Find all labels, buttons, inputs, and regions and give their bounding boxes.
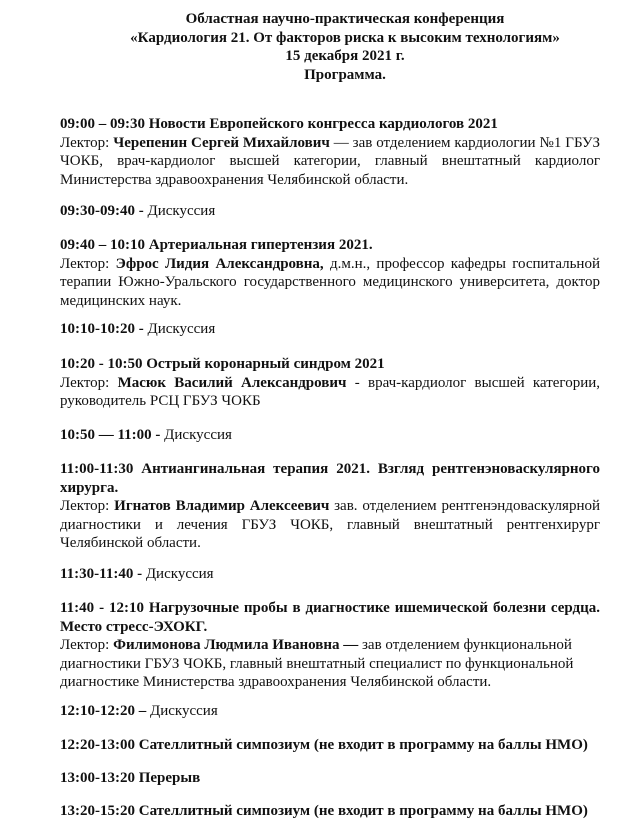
lecturer-desc: зав. отделением рентгенэндоваскулярной диагностики и лечения ГБУЗ ЧОКБ, главный внештатный рентгенхирург Челябинской области. — [60, 498, 600, 551]
discussion-label: Дискуссия — [145, 566, 214, 582]
discussion-time: 10:50 — 11:00 - — [60, 427, 165, 443]
lecturer-desc: зав отделением функциональной диагностики ГБУЗ ЧОКБ, главный внештатный специалист по функциональной диагностике Министерства здравоохранения Челябинской области. — [60, 637, 574, 690]
discussion-label: Дискуссия — [164, 427, 232, 443]
session-title: 10:20 - 10:50 Острый коронарный синдром 2021 — [60, 356, 385, 372]
lecturer-name: Игнатов Владимир Алексеевич — [114, 498, 330, 514]
discussion-3 — [60, 426, 600, 445]
conference-type: Областная научно-практическая конференция — [185, 11, 505, 27]
lecturer-name: Масюк Василий Александрович — [117, 374, 347, 391]
discussion-label: Дискуссия — [147, 321, 216, 337]
session-4 — [60, 460, 600, 553]
lecturer-name: Филимонова Людмила Ивановна — — [113, 637, 359, 653]
discussion-time: 11:30-11:40 - — [60, 566, 146, 582]
session-title: 09:40 – 10:10 Артериальная гипертензия 2021. — [60, 237, 373, 253]
discussion-1 — [60, 202, 600, 221]
lecturer-label: Лектор: — [60, 134, 114, 151]
session-2 — [60, 236, 600, 310]
session-3 — [60, 355, 600, 411]
lecturer-desc: - врач-кардиолог высшей категории, руководитель РСЦ ГБУЗ ЧОКБ — [60, 374, 601, 409]
conference-title: «Кардиология 21. От факторов риска к высоким технологиям» — [130, 29, 560, 46]
lecturer-desc: д.м.н., профессор кафедры госпитальной терапии Южно-Уральского государственного медицинского университета, доктор медицинских наук. — [60, 255, 600, 309]
lecturer-label: Лектор: — [60, 637, 114, 653]
conference-date: 15 декабря 2021 г. — [285, 48, 405, 64]
discussion-2 — [60, 320, 600, 339]
discussion-label: Дискуссия — [150, 703, 218, 719]
lecturer-desc: — зав отделением кардиологии №1 ГБУЗ ЧОКБ, врач-кардиолог высшей категории, главный внештатный кардиолог Министерства здравоохранения Челябинской области. — [60, 134, 600, 188]
program-heading: Программа. — [304, 66, 386, 83]
lecturer-label: Лектор: — [60, 255, 116, 272]
discussion-time: 10:10-10:20 - — [60, 321, 148, 337]
discussion-time: 09:30-09:40 - — [60, 203, 148, 219]
break: 13:00-13:20 Перерыв — [60, 770, 201, 786]
lecturer-label: Лектор: — [60, 374, 118, 391]
session-1 — [60, 115, 600, 189]
satellite-symposium-2: 13:20-15:20 Сателлитный симпозиум (не входит в программу на баллы НМО) — [60, 803, 588, 819]
discussion-time: 12:10-12:20 – — [60, 703, 150, 719]
session-title: 09:00 – 09:30 Новости Европейского конгресса кардиологов 2021 — [60, 116, 498, 132]
document-header — [60, 10, 630, 84]
session-title: 11:40 - 12:10 Нагрузочные пробы в диагностике ишемической болезни сердца. Место стресс-ЭХОКГ. — [60, 600, 600, 635]
lecturer-name: Черепенин Сергей Михайлович — [113, 134, 330, 151]
discussion-label: Дискуссия — [147, 203, 216, 219]
lecturer-label: Лектор: — [60, 498, 115, 514]
lecturer-name: Эфрос Лидия Александровна, — [115, 255, 324, 272]
discussion-4 — [60, 565, 600, 584]
satellite-symposium-1: 12:20-13:00 Сателлитный симпозиум (не входит в программу на баллы НМО) — [60, 737, 588, 753]
session-5 — [60, 599, 600, 692]
discussion-5 — [60, 702, 600, 721]
session-title: 11:00-11:30 Антиангинальная терапия 2021. Взгляд рентгенэноваскулярного хирурга. — [60, 461, 600, 496]
